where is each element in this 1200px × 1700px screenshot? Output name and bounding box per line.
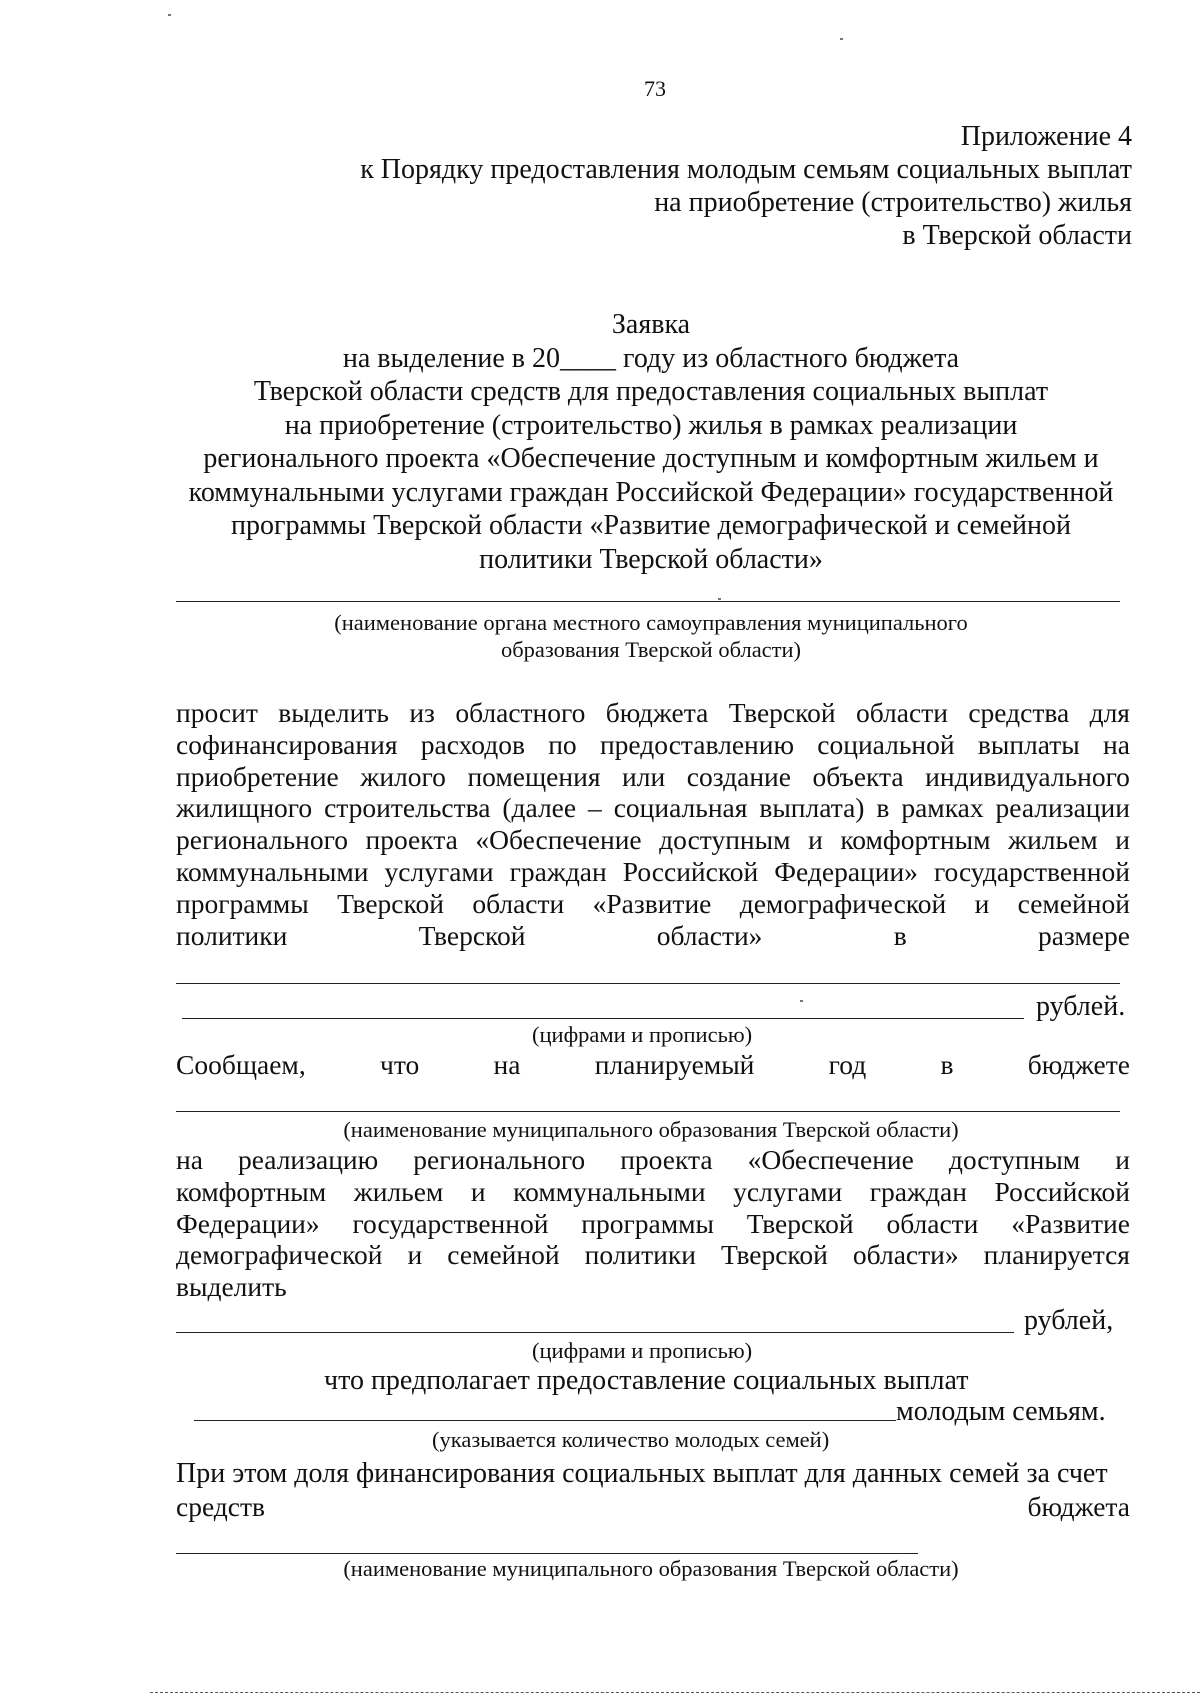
word: социальной [817,728,955,760]
amount-caption: (цифрами и прописью) [532,1022,753,1047]
word: софинансирования [176,728,398,760]
word: граждан [869,1175,967,1207]
document-title [150,308,1152,576]
word: предоставлению [599,728,794,760]
paragraph-line [176,888,1130,920]
word: государственной [352,1207,549,1239]
word: программы [176,887,309,919]
title-line: регионального проекта «Обеспечение доступным и комфортным жильем и [203,443,1099,474]
word: создание [686,760,791,792]
page-number: 73 [644,76,666,101]
word: приобретение [176,760,339,792]
word: реализацию [237,1144,379,1175]
word: Сообщаем, [176,1049,306,1080]
word: комфортным [840,824,991,856]
word: выделить [278,697,389,728]
word: государственной [933,855,1130,887]
appendix-ref-line: в Тверской области [902,220,1132,251]
word: планируемый [594,1049,755,1080]
paragraph-line [176,824,1130,856]
word: Российской [622,855,759,887]
word: услугами [384,855,494,887]
paragraph-line [176,761,1130,793]
word: программы [581,1207,714,1239]
word: коммунальными [176,855,369,887]
word: семейной [1017,887,1130,919]
word: для [1089,697,1130,728]
word: что [379,1049,420,1080]
word: средств [176,1491,265,1522]
amount-blank [176,983,1120,984]
paragraph-line [176,1144,1130,1176]
word: области» [852,1239,959,1271]
word: на [1103,728,1130,760]
word: Российской [994,1175,1130,1207]
word: жилого [360,760,446,792]
word: в [876,792,890,824]
paragraph-line [176,792,1130,824]
word: коммунальными [513,1175,706,1207]
paragraph-line [176,920,1130,952]
word: политики [584,1239,696,1271]
paragraph-line [176,1208,1130,1240]
municipality-caption: (наименование муниципального образования Тверской области) [343,1117,959,1142]
scan-speck [718,598,721,600]
word: «Развитие [1011,1207,1130,1239]
budget-paragraph [176,1144,1130,1271]
supposes-line: что предполагает предоставление социальных выплат [324,1365,969,1396]
word: и [1115,824,1130,856]
families-caption: (указывается количество молодых семей) [432,1427,830,1452]
paragraph-line [176,1239,1130,1271]
word: и [974,887,990,919]
word: или [622,760,666,792]
appendix-ref-line: на приобретение (строительство) жилья [654,187,1132,218]
word: граждан [509,855,607,887]
org-name-caption: (наименование органа местного самоуправления муниципального [334,610,968,635]
amount-blank-2 [176,1332,1014,1333]
title-line: на выделение в 20____ году из областного бюджета [342,342,960,374]
word: демографической [739,887,947,919]
rubles-label: рублей. [1036,991,1126,1022]
budget-paragraph-last [176,1271,1130,1303]
word: политики [176,919,288,951]
municipality-caption-2: (наименование муниципального образования Тверской области) [343,1556,959,1581]
word: Тверской [721,1239,828,1271]
word: год [828,1049,867,1080]
word: семейной [447,1239,560,1271]
word: и [1115,1144,1130,1175]
word: Тверской [337,887,444,919]
word: по [548,728,577,760]
word: «Развитие [592,887,712,919]
paragraph-line [176,729,1130,761]
word: средства [968,697,1070,728]
share-line: При этом доля финансирования социальных выплат для данных семей за счет [176,1458,1108,1489]
org-name-caption: образования Тверской области) [500,637,802,662]
word: областного [455,697,586,728]
word: жильем [353,1175,444,1207]
word: объекта [812,760,904,792]
paragraph-line: выделить [176,1271,287,1302]
word: области [472,887,565,919]
word: доступным [948,1144,1081,1175]
scan-edge-line [150,1692,1200,1693]
word: из [409,697,435,728]
scan-speck [168,14,171,16]
word: области [886,1207,979,1239]
rubles-label-2: рублей, [1024,1305,1114,1336]
word: помещения [467,760,601,792]
title-line: коммунальными услугами граждан Российской Федерации» государственной [188,476,1114,508]
word: Тверской [746,1207,854,1239]
paragraph-line [176,1049,1130,1081]
paragraph-line [176,1491,1130,1523]
word: индивидуального [925,760,1130,792]
title-line: на приобретение (строительство) жилья в рамках реализации [284,409,1018,441]
word: на [493,1049,521,1080]
word: услугами [733,1175,843,1207]
word: в [940,1049,954,1080]
word: социальная [613,792,748,824]
word: Тверской [418,919,526,951]
share-line-2 [176,1491,1130,1523]
word: (далее [502,792,577,824]
amount-caption-2: (цифрами и прописью) [532,1338,753,1363]
word: Федерации» [176,1207,320,1239]
scan-speck [800,1000,803,1002]
word: области» [656,919,763,951]
word: выплаты [977,728,1080,760]
scan-speck [840,38,843,40]
amount-blank [182,1018,1024,1019]
word: строительства [324,792,491,824]
word: бюджете [1027,1049,1130,1080]
request-paragraph [176,697,1130,951]
word: Тверской [728,697,836,728]
word: и [808,824,823,856]
title-line: политики Тверской области» [479,543,823,575]
word: проекта [620,1144,713,1175]
municipality-blank-2 [176,1553,918,1554]
word: доступным [659,824,791,856]
word: размере [1037,919,1130,951]
word: жильем [1008,824,1098,856]
paragraph-line [176,856,1130,888]
paragraph-line [176,1176,1130,1208]
word: демографической [176,1239,383,1271]
word: Федерации» [774,855,918,887]
word: комфортным [176,1175,327,1207]
word: области [855,697,948,728]
word: проекта [365,824,458,856]
word: выплата) [759,792,865,824]
word: в [893,919,907,951]
appendix-number: Приложение 4 [960,121,1132,152]
appendix-ref-line: к Порядку предоставления молодым семьям социальных выплат [360,154,1132,185]
org-name-blank [176,601,1120,602]
word: на [176,1144,203,1175]
word: – [588,792,602,824]
word: и [470,1175,486,1207]
word: «Обеспечение [475,824,642,856]
word: расходов [420,728,525,760]
word: просит [176,697,258,728]
word: планируется [983,1239,1130,1271]
word: рамках [901,792,984,824]
word: реализации [995,792,1130,824]
municipality-blank [176,1111,1120,1112]
word: жилищного [176,792,313,824]
word: «Обеспечение [747,1144,914,1175]
young-families-label: молодым семьям. [896,1396,1106,1427]
title-line: Тверской области средств для предоставления социальных выплат [253,376,1049,407]
word: регионального [176,824,348,856]
word: и [407,1239,423,1271]
paragraph-line [176,697,1130,729]
title-line: программы Тверской области «Развитие демографической и семейной [231,510,1071,541]
word: регионального [413,1144,586,1175]
families-blank [194,1420,896,1421]
word: бюджета [1027,1491,1130,1522]
title-heading: Заявка [611,309,691,340]
word: бюджета [605,697,709,728]
report-line [176,1049,1130,1081]
